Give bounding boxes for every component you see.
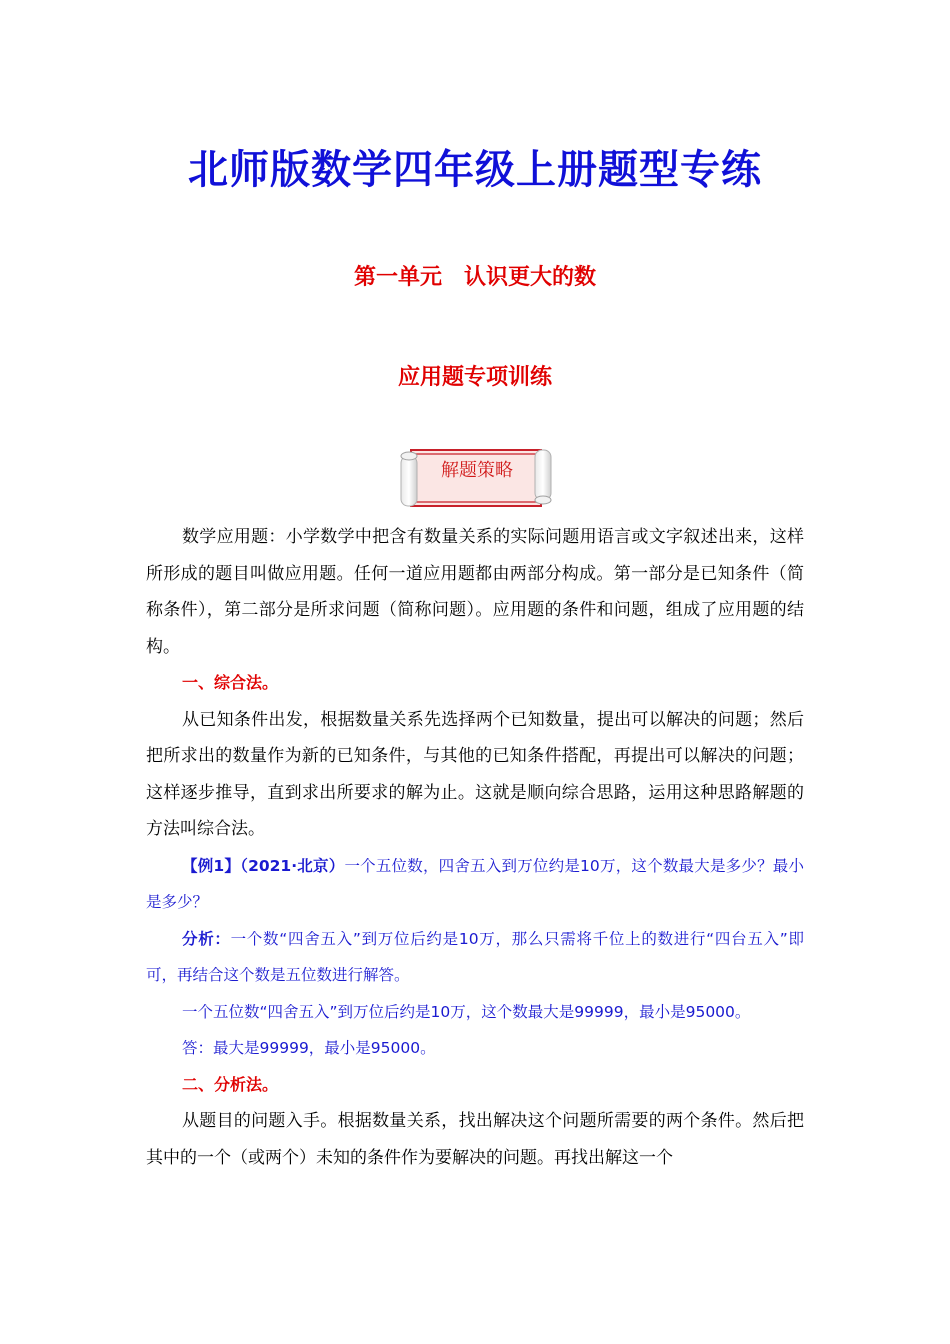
banner-label: 解题策略 <box>441 460 513 481</box>
example1-text: 一个五位数，四舍五入到万位约是10万，这个数最大是多少？最小是多少？ <box>146 856 804 911</box>
answer-paragraph: 答：最大是99999，最小是95000。 <box>182 1039 436 1057</box>
document-body <box>146 519 804 1176</box>
solution-paragraph: 一个五位数“四舍五入”到万位后约是10万，这个数最大是99999，最小是95000。 <box>182 1002 751 1021</box>
method2-heading: 二、分析法。 <box>182 1074 279 1094</box>
example1-paragraph <box>146 848 804 921</box>
section-title: 应用题专项训练 <box>397 365 552 390</box>
method1-paragraph: 从已知条件出发，根据数量关系先选择两个已知数量，提出可以解决的问题；然后把所求出的数量作为新的已知条件，与其他的已知条件搭配，再提出可以解决的问题；这样逐步推导，直到求出所要求的解为止。这就是顺向综合思路，运用这种思路解题的方法叫综合法。 <box>146 709 804 839</box>
page-title: 北师版数学四年级上册题型专练 <box>188 147 762 193</box>
analysis-text: 一个数“四舍五入”到万位后约是10万，那么只需将千位上的数进行“四台五入”即可，再结合这个数是五位数进行解答。 <box>146 929 804 984</box>
strategy-banner <box>397 446 555 514</box>
example1-label: 【例1】（2021·北京） <box>182 856 345 875</box>
method2-paragraph: 从题目的问题入手。根据数量关系，找出解决这个问题所需要的两个条件。然后把其中的一个（或两个）未知的条件作为要解决的问题。再找出解这一个 <box>146 1111 804 1168</box>
analysis-label: 分析： <box>182 929 231 948</box>
method1-heading: 一、综合法。 <box>182 673 279 692</box>
analysis-paragraph <box>146 921 804 994</box>
unit-title: 第一单元 认识更大的数 <box>353 265 596 290</box>
intro-paragraph: 数学应用题：小学数学中把含有数量关系的实际问题用语言或文字叙述出来，这样所形成的题目叫做应用题。任何一道应用题都由两部分构成。第一部分是已知条件（简称条件），第二部分是所求问题（简称问题）。应用题的条件和问题，组成了应用题的结构。 <box>146 527 804 657</box>
